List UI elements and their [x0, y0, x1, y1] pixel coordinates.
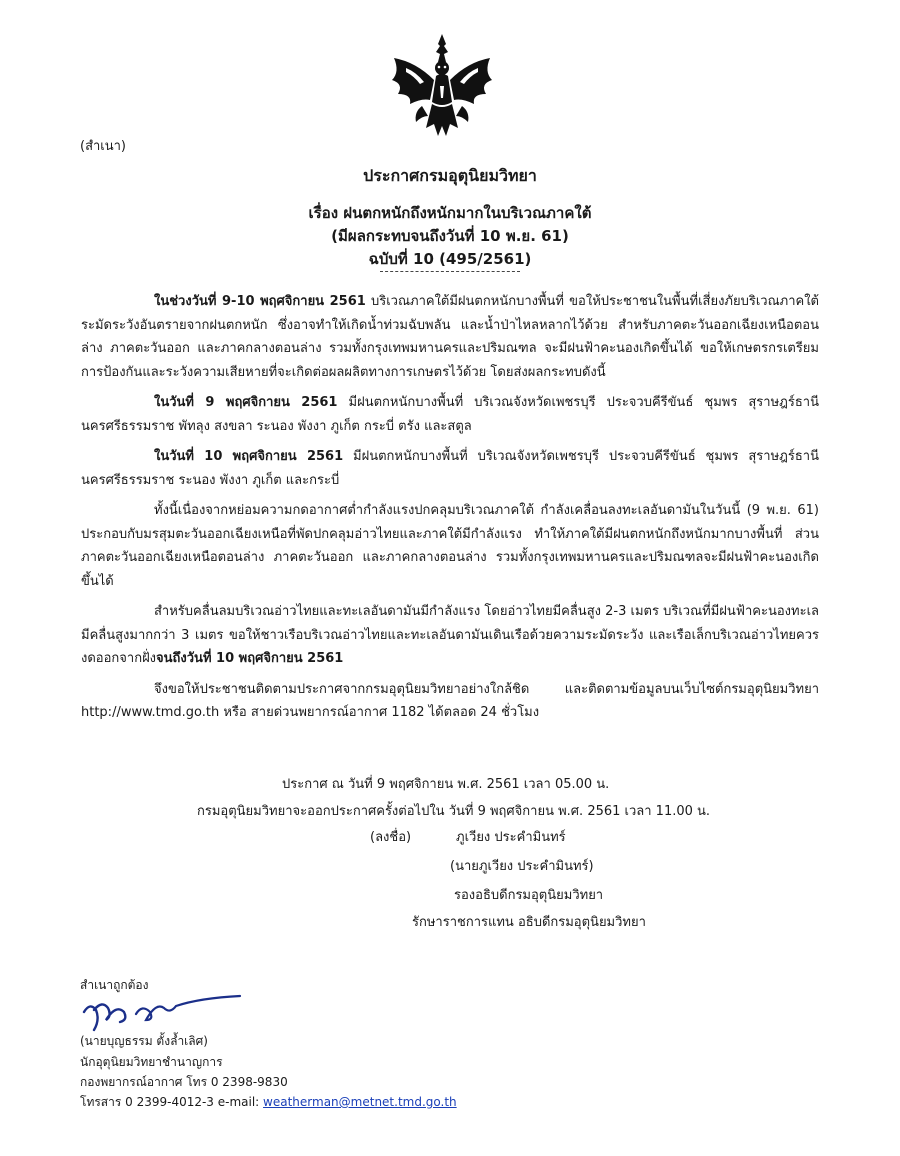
paragraph-waves [81, 600, 819, 671]
cause-text: ทั้งนี้เนื่องจากหย่อมความกดอากาศต่ำกำลังแรงปกคลุมบริเวณภาคใต้ กำลังเคลื่อนลงทะเลอันดามันในวันนี้ (9 พ.ย. 61) ประกอบกับมรสุมตะวันออกเฉียงเหนือที่พัดปกคลุมอ่าวไทยและภาคใต้มีกำลังแรง ทำให้ภาคใต้มีฝนตกหนักถึงหนักมากบางพื้นที่ ส่วนภาคตะวันออกเฉียงเหนือตอนล่าง ภาคตะวันออก และภาคกลางตอนล่าง รวมทั้งกรุงเทพมหานครและปริมณฑลจะมีฝนฟ้าคะนองเกิดขึ้นได้ [81, 503, 819, 589]
day-9-text: มีฝนตกหนักบางพื้นที่ บริเวณจังหวัดเพชรบุรี ประจวบคีรีขันธ์ ชุมพร สุราษฎร์ธานี นครศรีธรรมราช พัทลุง สงขลา ระนอง พังงา ภูเก็ต กระบี่ ตรัง และสตูล [81, 395, 819, 434]
copy-mark: (สำเนา) [80, 139, 127, 154]
issue-number: ฉบับที่ 10 (495/2561) [368, 250, 532, 268]
waves-until-bold: จนถึงวันที่ 10 พฤศจิกายน 2561 [156, 651, 344, 666]
follow-text: จึงขอให้ประชาชนติดตามประกาศจากกรมอุตุนิยมวิทยาอย่างใกล้ชิด และติดตามข้อมูลบนเว็บไซต์กรมอุตุนิยมวิทยา http://www.tmd.go.th หรือ สายด่วนพยากรณ์อากาศ 1182 ได้ตลอด 24 ชั่วโมง [81, 681, 819, 720]
announce-date: ประกาศ ณ วันที่ 9 พฤศจิกายน พ.ศ. 2561 เวลา 05.00 น. [282, 777, 610, 792]
effect-period: (มีผลกระทบจนถึงวันที่ 10 พ.ย. 61) [331, 227, 569, 245]
paragraph-cause [81, 499, 819, 593]
email-link[interactable]: weatherman@metnet.tmd.go.th [263, 1095, 457, 1109]
signer-full-name: (นายภูเวียง ประคำมินทร์) [450, 859, 594, 874]
signer-position: รองอธิบดีกรมอุตุนิยมวิทยา [454, 888, 604, 903]
announcement-subject: เรื่อง ฝนตกหนักถึงหนักมากในบริเวณภาคใต้ [308, 204, 592, 222]
announcement-title: ประกาศกรมอุตุนิยมวิทยา [363, 166, 537, 185]
garuda-emblem-icon [386, 32, 498, 140]
paragraph-day-9 [81, 391, 819, 438]
waves-text: สำหรับคลื่นลมบริเวณอ่าวไทยและทะเลอันดามันมีกำลังแรง โดยอ่าวไทยมีคลื่นสูง 2-3 เมตร บริเวณที่มีฝนฟ้าคะนองทะเลมีคลื่นสูงมากกว่า 3 เมตร ขอให้ชาวเรือบริเวณอ่าวไทยและทะเลอันดามันเดินเรือด้วยความระมัดระวัง และเรือเล็กบริเวณอ่าวไทยควรงดออกจากฝั่ง [81, 604, 819, 666]
heading-divider [380, 271, 520, 272]
paragraph-overview [81, 290, 819, 384]
day-10-text: มีฝนตกหนักบางพื้นที่ บริเวณจังหวัดเพชรบุรี ประจวบคีรีขันธ์ ชุมพร สุราษฎร์ธานี นครศรีธรรมราช ระนอง พังงา ภูเก็ต และกระบี่ [81, 449, 819, 488]
division-phone: กองพยากรณ์อากาศ โทร 0 2398-9830 [80, 1075, 288, 1089]
signed-name: ภูเวียง ประคำมินทร์ [456, 830, 566, 845]
day-9-bold: ในวันที่ 9 พฤศจิกายน 2561 [154, 395, 338, 410]
signed-label: (ลงชื่อ) [370, 830, 412, 845]
paragraph-follow [81, 678, 819, 725]
announcement-body [81, 290, 819, 732]
paragraph-day-10 [81, 445, 819, 492]
day-10-bold: ในวันที่ 10 พฤศจิกายน 2561 [154, 449, 344, 464]
date-range-bold: ในช่วงวันที่ 9-10 พฤศจิกายน 2561 [154, 294, 366, 309]
overview-text: บริเวณภาคใต้มีฝนตกหนักบางพื้นที่ ขอให้ประชาชนในพื้นที่เสี่ยงภัยบริเวณภาคใต้ระมัดระวังอันตรายจากฝนตกหนัก ซึ่งอาจทำให้เกิดน้ำท่วมฉับพลัน และน้ำป่าไหลหลากไว้ด้วย สำหรับภาคตะวันออกเฉียงเหนือตอนล่าง ภาคตะวันออก และภาคกลางตอนล่าง รวมทั้งกรุงเทพมหานครและปริมณฑล จะมีฝนฟ้าคะนองเกิดขึ้นได้ ขอให้เกษตรกรเตรียมการป้องกันและระวังความเสียหายที่จะเกิดต่อผลผลิตทางการเกษตรไว้ด้วย โดยส่งผลกระทบดังนี้ [81, 294, 819, 380]
certifier-name: (นายบุญธรรม ตั้งล้ำเลิศ) [80, 1034, 208, 1048]
fax-text: โทรสาร 0 2399-4012-3 e-mail: [80, 1095, 264, 1109]
handwritten-signature [80, 990, 250, 1036]
certified-copy-label: สำเนาถูกต้อง [80, 978, 149, 992]
signer-acting-position: รักษาราชการแทน อธิบดีกรมอุตุนิยมวิทยา [412, 915, 646, 930]
certifier-title: นักอุตุนิยมวิทยาชำนาญการ [80, 1055, 223, 1069]
next-announcement: กรมอุตุนิยมวิทยาจะออกประกาศครั้งต่อไปใน วันที่ 9 พฤศจิกายน พ.ศ. 2561 เวลา 11.00 น. [197, 804, 711, 819]
fax-email-line [80, 1093, 457, 1112]
